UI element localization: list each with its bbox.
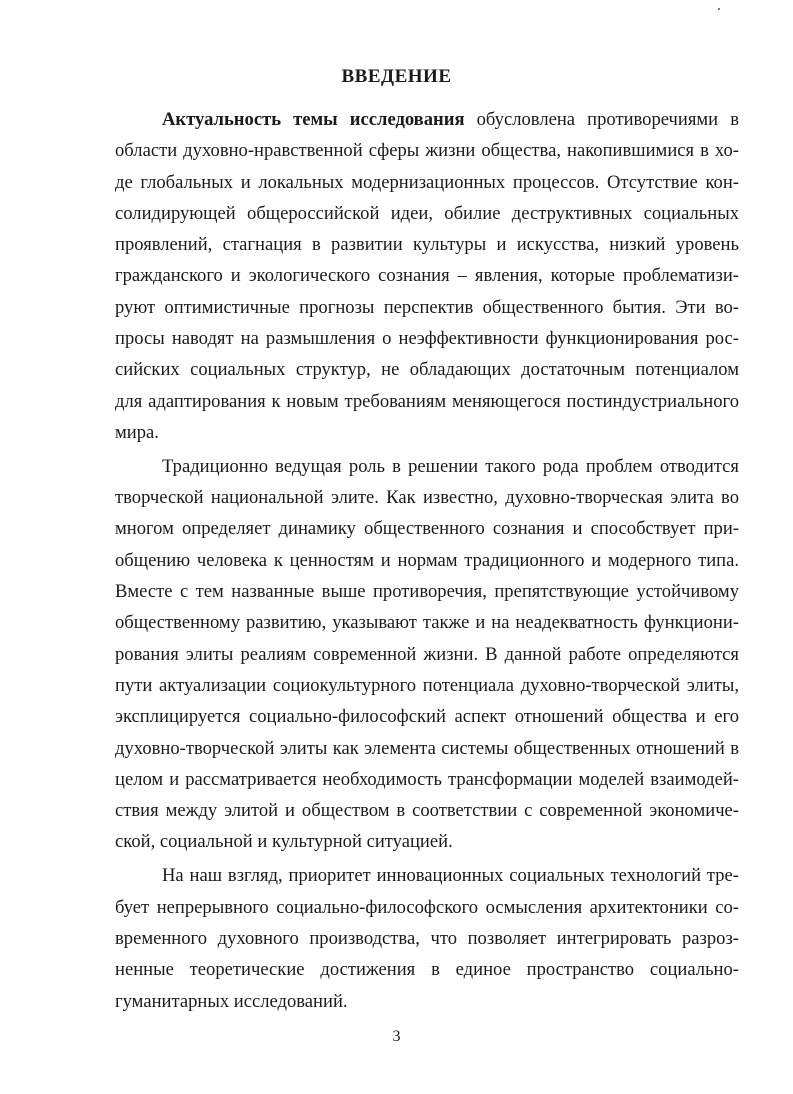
page-number: 3 [392,1028,401,1045]
line-text: сийских социальных структур, не обладающих достаточным потенциалом [115,359,739,381]
text-line [115,229,739,260]
document-body [115,104,739,1017]
line-text: для адаптирования к новым требованиям меняющегося постиндустриального [115,390,739,412]
paragraph [115,451,739,858]
text-line [115,323,739,354]
text-line [115,795,739,826]
text-line [115,986,739,1017]
line-text: На наш взгляд, приоритет инновационных социальных технологий тре- [162,865,739,887]
line-text: ненные теоретические достижения в единое пространство социально- [115,959,739,981]
line-text: просы наводят на размышления о неэффективности функционирования рос- [115,328,739,350]
text-line [115,354,739,385]
text-line [115,607,739,638]
scan-speck [718,8,720,10]
text-line [115,386,739,417]
line-text: гражданского и экологического сознания – явления, которые проблематизи- [115,265,739,287]
line-text: творческой национальной элите. Как известно, духовно-творческая элита во [115,487,739,509]
line-text: бует непрерывного социально-философского осмысления архитектоники со- [115,896,739,918]
line-text: солидирующей общероссийской идеи, обилие деструктивных социальных [115,202,739,224]
text-line [115,135,739,166]
line-text: общественному развитию, указывают также и на неадекватность функциони- [115,612,739,634]
text-line [115,670,739,701]
text-line [115,104,739,135]
paragraph [115,104,739,448]
line-text: гуманитарных исследований. [115,990,348,1012]
text-line [115,417,739,448]
text-line [115,639,739,670]
text-line [115,954,739,985]
line-text: проявлений, стагнация в развитии культуры и искусства, низкий уровень [115,234,739,256]
text-line [115,451,739,482]
line-text: многом определяет динамику общественного сознания и способствует при- [115,518,739,540]
line-text: общению человека к ценностям и нормам традиционного и модерного типа. [115,549,739,571]
text-line [115,860,739,891]
text-line [115,260,739,291]
line-text: области духовно-нравственной сферы жизни общества, накопившимися в хо- [115,140,739,162]
line-text: пути актуализации социокультурного потенциала духовно-творческой элиты, [115,674,739,696]
line-text: мира. [115,421,159,443]
text-line [115,545,739,576]
line-text: ской, социальной и культурной ситуацией. [115,831,453,853]
line-text: рования элиты реалиям современной жизни. В данной работе определяются [115,643,739,665]
text-line [115,701,739,732]
text-line [115,198,739,229]
text-line [115,292,739,323]
text-line [115,733,739,764]
text-line [115,167,739,198]
text-line [115,482,739,513]
text-line [115,892,739,923]
line-text: руют оптимистичные прогнозы перспектив общественного бытия. Эти во- [115,296,739,318]
line-text: эксплицируется социально-философский аспект отношений общества и его [115,706,739,728]
text-line [115,764,739,795]
line-text: Вместе с тем названные выше противоречия, препятствующие устойчивому [115,581,739,603]
paragraph [115,860,739,1016]
text-line [115,576,739,607]
page-title: ВВЕДЕНИЕ [341,66,452,87]
text-line [115,923,739,954]
line-text: де глобальных и локальных модернизационных процессов. Отсутствие кон- [115,171,739,193]
line-text: обусловлена противоречиями в [464,109,739,130]
line-text: целом и рассматривается необходимость трансформации моделей взаимодей- [115,768,739,790]
text-line [115,513,739,544]
line-text: Традиционно ведущая роль в решении такого рода проблем отводится [162,455,739,477]
line-text: духовно-творческой элиты как элемента системы общественных отношений в [115,737,739,759]
line-text: временного духовного производства, что позволяет интегрировать разроз- [115,927,739,949]
lead-phrase: Актуальность темы исследования [162,109,465,130]
line-text: ствия между элитой и обществом в соответствии с современной экономиче- [115,800,739,822]
text-line [115,826,739,857]
